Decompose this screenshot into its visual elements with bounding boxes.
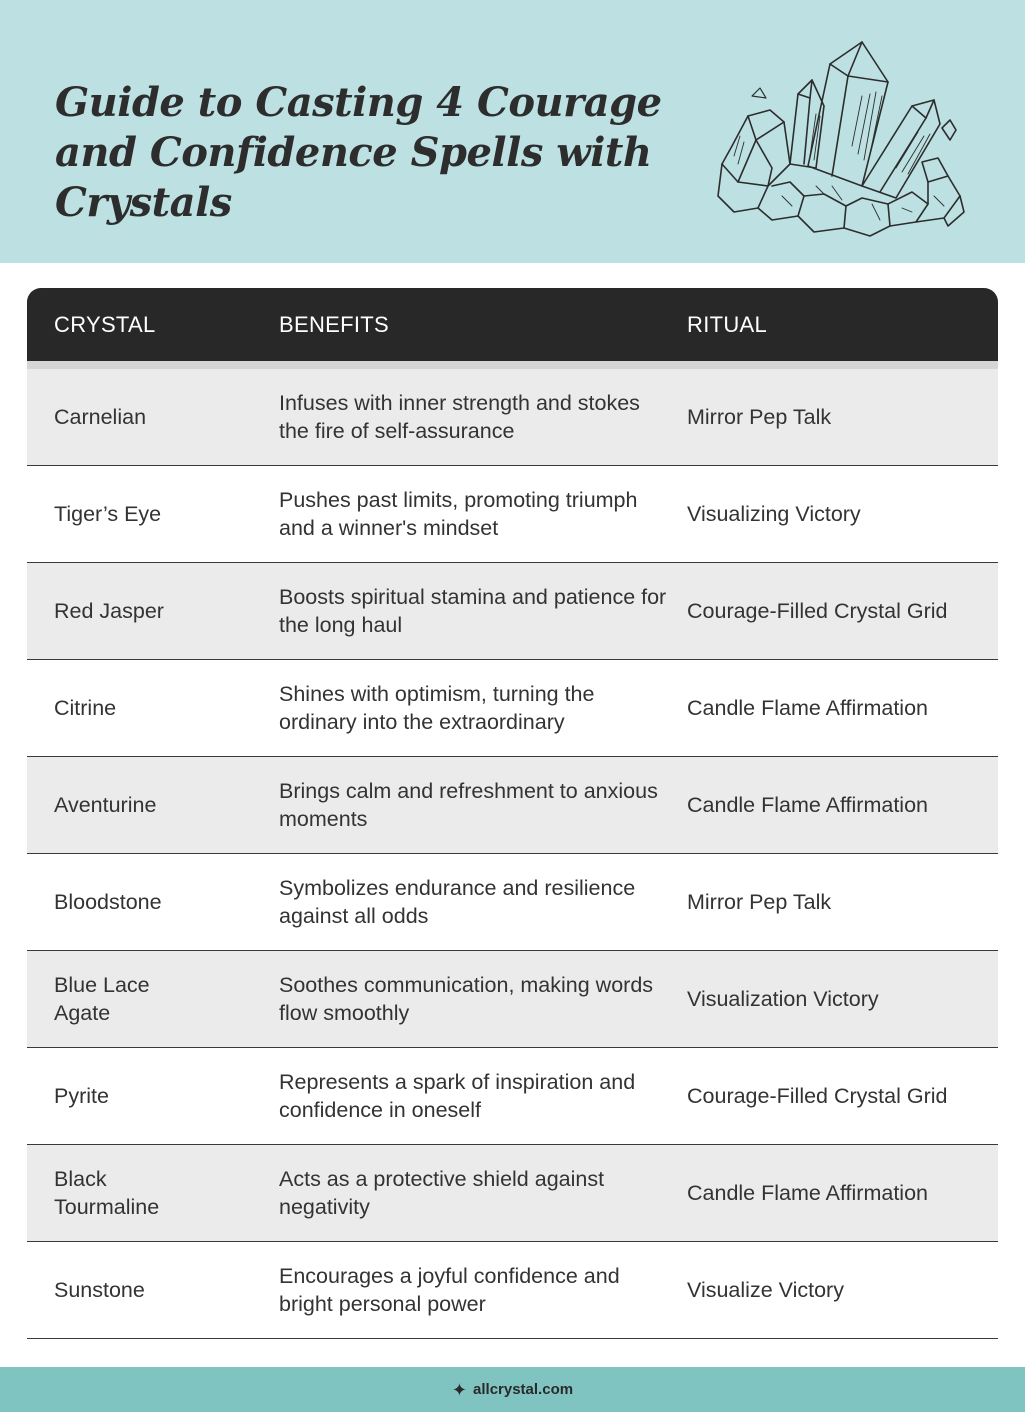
page-title: Guide to Casting 4 Courage and Confidence Spells with Crystals (55, 79, 662, 226)
ritual-cell: Courage-Filled Crystal Grid (687, 599, 948, 623)
crystal-cell: Carnelian (54, 405, 147, 429)
benefits-cell: Pushes past limits, promoting triumph and a winner's mindset (279, 488, 638, 540)
sparkle-star-icon: ✦ (451, 1379, 468, 1400)
table-row (27, 466, 998, 563)
benefits-cell: Acts as a protective shield against negativity (279, 1167, 605, 1219)
table-header (27, 288, 998, 361)
benefits-cell: Shines with optimism, turning the ordinary into the extraordinary (279, 682, 595, 734)
ritual-cell: Visualizing Victory (687, 502, 861, 526)
ritual-cell: Mirror Pep Talk (687, 890, 832, 914)
ritual-cell: Candle Flame Affirmation (687, 1181, 928, 1205)
table-row (27, 361, 998, 466)
footer-site-link[interactable]: allcrystal.com (473, 1381, 574, 1398)
table-row (27, 563, 998, 660)
crystal-cell: Citrine (54, 696, 117, 720)
ritual-cell: Candle Flame Affirmation (687, 793, 928, 817)
ritual-cell: Mirror Pep Talk (687, 405, 832, 429)
ritual-cell: Visualization Victory (687, 987, 879, 1011)
ritual-cell: Candle Flame Affirmation (687, 696, 928, 720)
table-row (27, 1145, 998, 1242)
table-row (27, 1242, 998, 1339)
column-header-crystal: CRYSTAL (54, 312, 156, 337)
benefits-cell: Encourages a joyful confidence and bright personal power (279, 1264, 620, 1316)
crystal-cell: Blue Lace Agate (54, 973, 150, 1025)
benefits-cell: Represents a spark of inspiration and confidence in oneself (279, 1070, 636, 1122)
footer-bar (0, 1367, 1025, 1412)
ritual-cell: Visualize Victory (687, 1278, 844, 1302)
table-row (27, 951, 998, 1048)
table-row (27, 854, 998, 951)
ritual-cell: Courage-Filled Crystal Grid (687, 1084, 948, 1108)
column-header-ritual: RITUAL (687, 312, 768, 337)
benefits-cell: Brings calm and refreshment to anxious moments (279, 779, 658, 831)
crystal-cell: Aventurine (54, 793, 157, 817)
benefits-cell: Infuses with inner strength and stokes the fire of self-assurance (279, 391, 640, 443)
benefits-cell: Symbolizes endurance and resilience against all odds (279, 876, 636, 928)
crystal-cell: Black Tourmaline (54, 1167, 160, 1219)
table-row (27, 1048, 998, 1145)
benefits-cell: Soothes communication, making words flow smoothly (279, 973, 654, 1025)
crystal-table (27, 288, 998, 1339)
crystal-cell: Pyrite (54, 1084, 109, 1108)
crystal-cell: Bloodstone (54, 890, 162, 914)
table-row (27, 757, 998, 854)
table-row (27, 660, 998, 757)
header-banner (0, 0, 1025, 263)
crystal-cell: Red Jasper (54, 599, 164, 623)
benefits-cell: Boosts spiritual stamina and patience for the long haul (279, 585, 667, 637)
crystal-cluster-icon (712, 36, 970, 241)
crystal-cell: Tiger’s Eye (54, 502, 162, 526)
column-header-benefits: BENEFITS (279, 312, 389, 337)
crystal-cell: Sunstone (54, 1278, 145, 1302)
